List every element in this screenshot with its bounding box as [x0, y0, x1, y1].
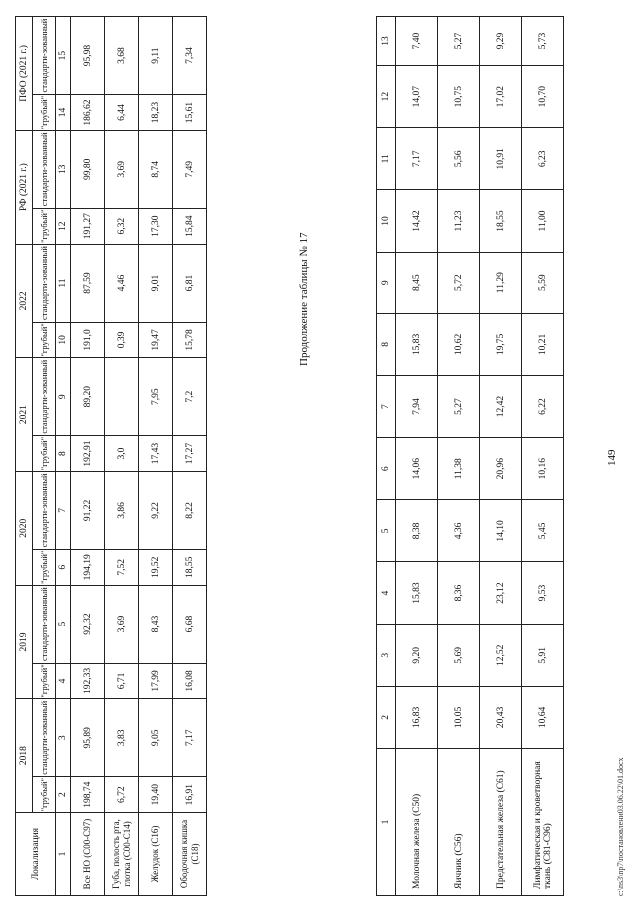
table-cell: 9,20	[396, 624, 438, 686]
column-number: 6	[56, 549, 71, 585]
crude-rate-header: "грубый"	[33, 777, 56, 813]
std-rate-header: стандарти-зованный	[33, 358, 56, 436]
std-rate-header: стандарти-зованный	[33, 130, 56, 208]
column-number: 11	[377, 128, 396, 190]
table-cell: 3,69	[105, 585, 139, 663]
table-cell: 95,98	[71, 17, 105, 95]
footer-path: c:\ns3\np7\постановлени03.06.22\01.docx	[616, 757, 625, 896]
table-caption: Продолжение таблицы № 17	[298, 232, 310, 366]
row-label: Лимфатическая и кроветворная ткань (С81-С96)	[522, 749, 564, 896]
column-number: 15	[56, 17, 71, 95]
table-cell: 5,45	[522, 500, 564, 562]
table-cell	[105, 358, 139, 436]
row-label: Предстательная железа (С61)	[480, 749, 522, 896]
crude-rate-header: "грубый"	[33, 436, 56, 472]
table-cell: 18,55	[173, 549, 207, 585]
table-cell: 18,55	[480, 190, 522, 252]
std-rate-header: стандарти-зованный	[33, 471, 56, 549]
table-cell: 10,16	[522, 438, 564, 500]
table-cell: 3,69	[105, 130, 139, 208]
table-cell: 91,22	[71, 471, 105, 549]
table-row	[71, 17, 105, 896]
table-cell: 12,52	[480, 624, 522, 686]
table-cell: 6,71	[105, 663, 139, 699]
table-cell: 15,61	[173, 95, 207, 131]
table-cell: 3,86	[105, 471, 139, 549]
table-cell: 14,42	[396, 190, 438, 252]
column-number: 12	[377, 66, 396, 128]
table-cell: 186,62	[71, 95, 105, 131]
column-number: 7	[377, 375, 396, 437]
table-cell: 10,62	[438, 313, 480, 375]
table-cell: 4,46	[105, 244, 139, 322]
row-label: Яичник (С56)	[438, 749, 480, 896]
row-label: Желудок (С16)	[139, 813, 173, 896]
column-number: 13	[56, 130, 71, 208]
column-number: 2	[377, 686, 396, 748]
table-cell: 12,42	[480, 375, 522, 437]
column-number-row	[56, 17, 71, 896]
table-cell: 5,59	[522, 252, 564, 313]
rate-type-header-row	[33, 17, 56, 896]
table-cell: 8,74	[139, 130, 173, 208]
column-number: 11	[56, 244, 71, 322]
table-cell: 4,36	[438, 500, 480, 562]
table-cell: 6,68	[173, 585, 207, 663]
table-cell: 8,45	[396, 252, 438, 313]
column-number: 14	[56, 95, 71, 131]
std-rate-header: стандарти-зованный	[33, 699, 56, 777]
table-cell: 14,06	[396, 438, 438, 500]
table-cell: 7,17	[173, 699, 207, 777]
column-number: 10	[377, 190, 396, 252]
table-cell: 17,30	[139, 208, 173, 244]
column-number: 5	[56, 585, 71, 663]
table-cell: 5,72	[438, 252, 480, 313]
year-header: РФ (2021 г.)	[16, 130, 33, 244]
table-cell: 23,12	[480, 562, 522, 624]
row-label: Ободочная кишка (С18)	[173, 813, 207, 896]
table-cell: 16,91	[173, 777, 207, 813]
table-cell: 11,29	[480, 252, 522, 313]
table-cell: 191,27	[71, 208, 105, 244]
table-cell: 20,43	[480, 686, 522, 748]
table-cell: 9,22	[139, 471, 173, 549]
table-cell: 194,19	[71, 549, 105, 585]
column-number: 5	[377, 500, 396, 562]
table-cell: 15,84	[173, 208, 207, 244]
table-row	[522, 17, 564, 896]
table-cell: 16,83	[396, 686, 438, 748]
table-cell: 7,40	[396, 17, 438, 66]
table-cell: 15,83	[396, 562, 438, 624]
table-cell: 10,70	[522, 66, 564, 128]
table-cell: 7,2	[173, 358, 207, 436]
table-cell: 5,27	[438, 375, 480, 437]
page-number: 149	[606, 449, 618, 466]
std-rate-header: стандарти-зованный	[33, 17, 56, 95]
year-header: 2018	[16, 699, 33, 813]
table-cell: 192,91	[71, 436, 105, 472]
table-cell: 92,32	[71, 585, 105, 663]
std-rate-header: стандарти-зованный	[33, 244, 56, 322]
table-cell: 10,75	[438, 66, 480, 128]
table-cell: 7,34	[173, 17, 207, 95]
table-cell: 11,00	[522, 190, 564, 252]
table-cell: 9,11	[139, 17, 173, 95]
table-cell: 6,23	[522, 128, 564, 190]
table-cell: 19,75	[480, 313, 522, 375]
year-header: 2022	[16, 244, 33, 358]
column-number: 3	[377, 624, 396, 686]
table-cell: 6,32	[105, 208, 139, 244]
table-row	[105, 17, 139, 896]
table-cell: 89,20	[71, 358, 105, 436]
table-cell: 9,01	[139, 244, 173, 322]
column-number: 2	[56, 777, 71, 813]
table-cell: 11,38	[438, 438, 480, 500]
table-cell: 5,69	[438, 624, 480, 686]
table-cell: 10,05	[438, 686, 480, 748]
column-number: 7	[56, 471, 71, 549]
table-cell: 0,39	[105, 322, 139, 358]
table-cell: 6,81	[173, 244, 207, 322]
table-cell: 5,73	[522, 17, 564, 66]
table-cell: 9,53	[522, 562, 564, 624]
column-number: 10	[56, 322, 71, 358]
year-header: 2020	[16, 471, 33, 585]
table-cell: 9,05	[139, 699, 173, 777]
crude-rate-header: "грубый"	[33, 663, 56, 699]
table-row	[139, 17, 173, 896]
table-cell: 9,29	[480, 17, 522, 66]
table-row	[480, 17, 522, 896]
column-number: 6	[377, 438, 396, 500]
table-cell: 11,23	[438, 190, 480, 252]
table-cell: 192,33	[71, 663, 105, 699]
table-cell: 99,80	[71, 130, 105, 208]
table-cell: 10,21	[522, 313, 564, 375]
column-number: 9	[377, 252, 396, 313]
table-cell: 14,07	[396, 66, 438, 128]
row-label: Губа, полость рта, глотка (С00-С14)	[105, 813, 139, 896]
table-cell: 15,83	[396, 313, 438, 375]
table-cell: 15,78	[173, 322, 207, 358]
table-cell: 18,23	[139, 95, 173, 131]
column-number: 9	[56, 358, 71, 436]
column-number: 12	[56, 208, 71, 244]
crude-rate-header: "грубый"	[33, 322, 56, 358]
table-cell: 3,0	[105, 436, 139, 472]
table-cell: 7,94	[396, 375, 438, 437]
row-label: Молочная железа (С50)	[396, 749, 438, 896]
table-header-row	[377, 17, 396, 896]
table-row	[438, 17, 480, 896]
table-cell: 6,72	[105, 777, 139, 813]
table-cell: 10,64	[522, 686, 564, 748]
table-cell: 7,49	[173, 130, 207, 208]
table-cell: 7,95	[139, 358, 173, 436]
table-cell: 191,0	[71, 322, 105, 358]
table-cell: 7,17	[396, 128, 438, 190]
column-number: 8	[377, 313, 396, 375]
table-cell: 8,38	[396, 500, 438, 562]
table-cell: 6,22	[522, 375, 564, 437]
table-cell: 198,74	[71, 777, 105, 813]
table-cell: 19,47	[139, 322, 173, 358]
table-row	[173, 17, 207, 896]
column-number: 4	[56, 663, 71, 699]
crude-rate-header: "грубый"	[33, 208, 56, 244]
year-header: ПФО (2021 г.)	[16, 17, 33, 131]
table-cell: 17,99	[139, 663, 173, 699]
table-cell: 5,56	[438, 128, 480, 190]
bottom-table	[15, 16, 207, 896]
table-cell: 95,89	[71, 699, 105, 777]
table-cell: 20,96	[480, 438, 522, 500]
table-cell: 14,10	[480, 500, 522, 562]
table-cell: 16,08	[173, 663, 207, 699]
localization-header: Локализация	[16, 813, 56, 896]
table-cell: 19,40	[139, 777, 173, 813]
year-header-row	[16, 17, 33, 896]
column-number: 4	[377, 562, 396, 624]
table-cell: 7,52	[105, 549, 139, 585]
table-cell: 10,91	[480, 128, 522, 190]
table-row	[396, 17, 438, 896]
year-header: 2021	[16, 358, 33, 472]
std-rate-header: стандарти-зованный	[33, 585, 56, 663]
table-cell: 87,59	[71, 244, 105, 322]
column-number: 8	[56, 436, 71, 472]
table-cell: 3,83	[105, 699, 139, 777]
top-table	[376, 16, 564, 896]
table-cell: 8,36	[438, 562, 480, 624]
table-cell: 8,43	[139, 585, 173, 663]
crude-rate-header: "грубый"	[33, 549, 56, 585]
table-cell: 17,27	[173, 436, 207, 472]
table-cell: 6,44	[105, 95, 139, 131]
table-cell: 19,52	[139, 549, 173, 585]
table-cell: 17,43	[139, 436, 173, 472]
crude-rate-header: "грубый"	[33, 95, 56, 131]
row-label: Все НО (С00-С97)	[71, 813, 105, 896]
column-number: 13	[377, 17, 396, 66]
column-number: 1	[377, 749, 396, 896]
table-cell: 8,22	[173, 471, 207, 549]
column-number: 3	[56, 699, 71, 777]
column-number: 1	[56, 813, 71, 896]
year-header: 2019	[16, 585, 33, 699]
table-cell: 5,27	[438, 17, 480, 66]
table-cell: 17,02	[480, 66, 522, 128]
table-cell: 5,91	[522, 624, 564, 686]
table-cell: 3,68	[105, 17, 139, 95]
